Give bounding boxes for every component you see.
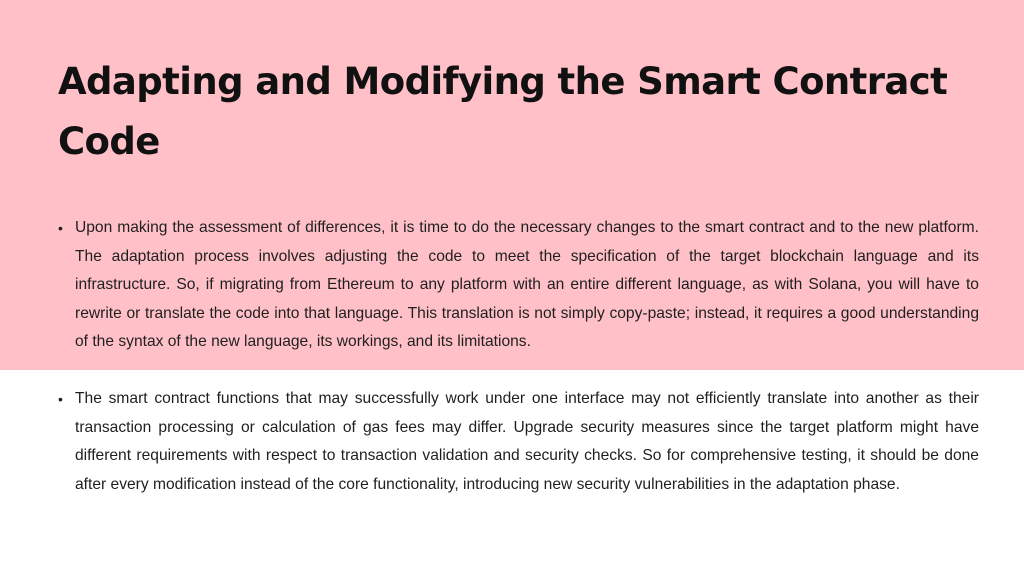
bullet-item-2	[58, 385, 979, 499]
bullet-point-icon: •	[58, 391, 63, 407]
bullet-item-1	[58, 214, 979, 357]
bullet-point-icon: •	[58, 220, 63, 236]
bullet-list-bottom	[58, 385, 979, 499]
bullet-list-top	[58, 214, 979, 357]
bullet-text-1: Upon making the assessment of differences, it is time to do the necessary changes to the smart contract and to the new platform. The adaptation process involves adjusting the code to meet the specification of the target blockchain language and its infrastructure. So, if migrating from Ethereum to any platform with an entire different language, as with Solana, you will have to rewrite or translate the code into that language. This translation is not simply copy-paste; instead, it requires a good understanding of the syntax of the new language, its workings, and its limitations.	[75, 219, 979, 351]
slide-title: Adapting and Modifying the Smart Contract Code	[58, 60, 948, 163]
bullet-text-2: The smart contract functions that may successfully work under one interface may not efficiently translate into another as their transaction processing or calculation of gas fees may differ. Upgrade security measures since the target platform might have different requirements with respect to transaction validation and security checks. So for comprehensive testing, it should be done after every modification instead of the core functionality, introducing new security vulnerabilities in the adaptation phase.	[75, 390, 979, 493]
